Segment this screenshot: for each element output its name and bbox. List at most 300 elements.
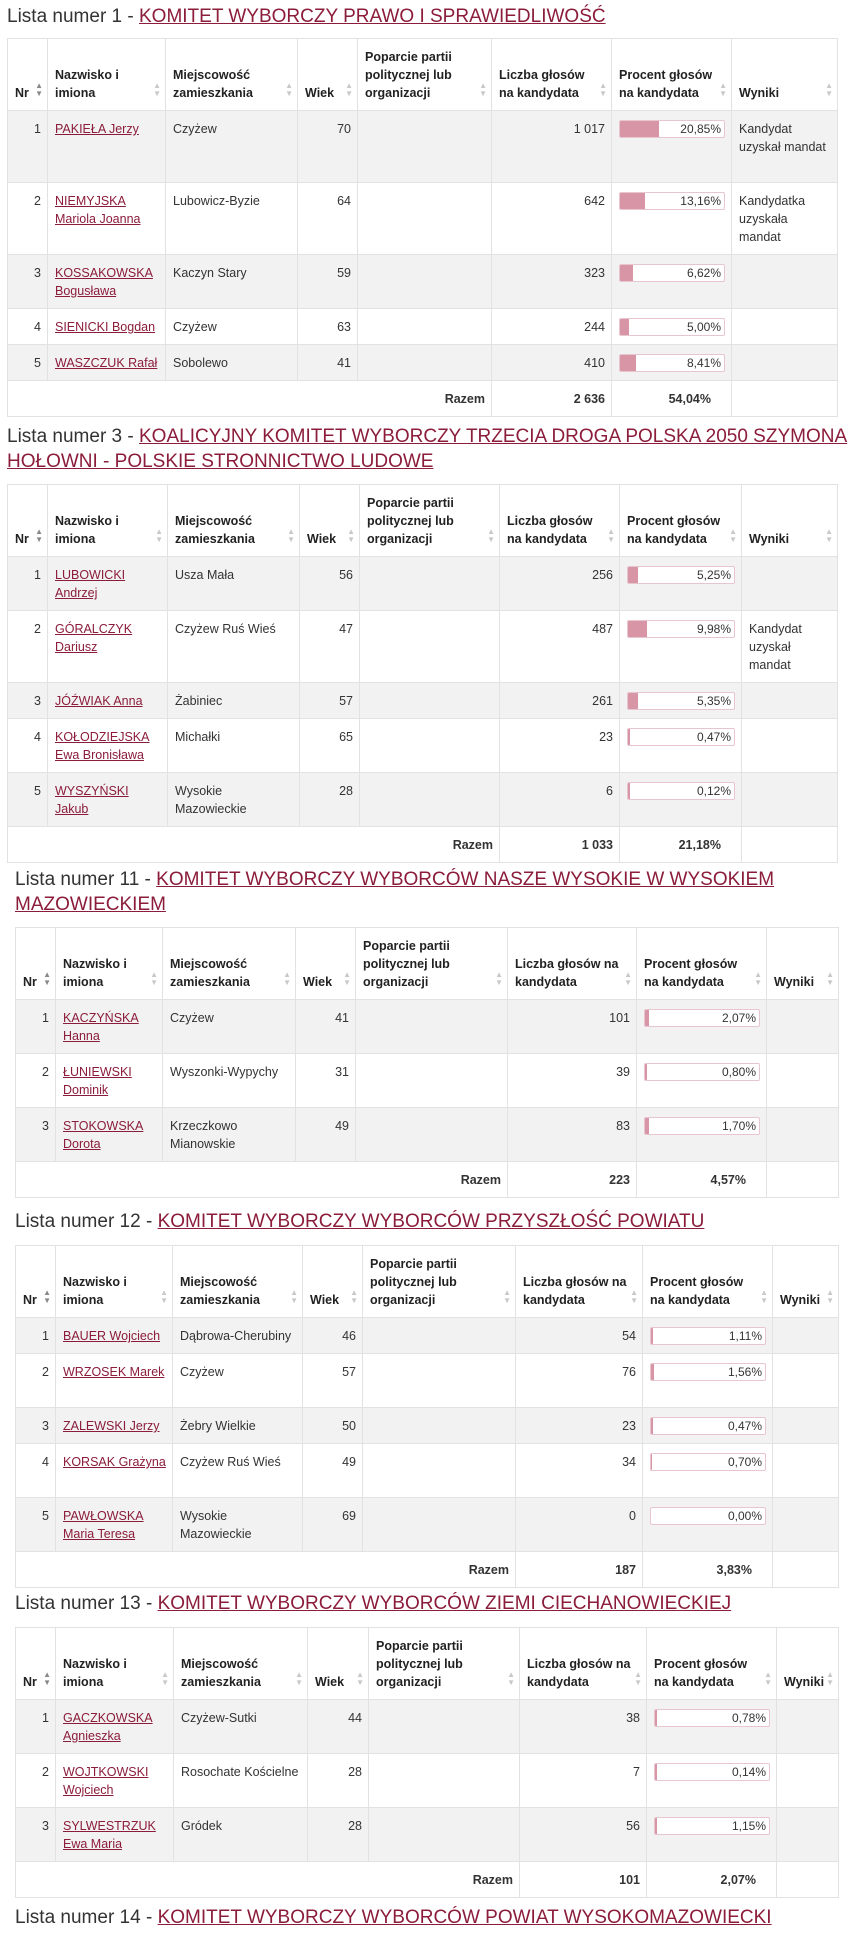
sort-both-icon: ▲ ▼ [295,1670,303,1687]
sort-both-icon: ▲ ▼ [347,527,355,544]
candidate-percent-cell [643,1408,773,1444]
column-header-percent[interactable] [620,485,742,557]
candidate-percent-cell [612,309,732,345]
percent-value: 1,70% [721,1119,756,1133]
column-header-percent[interactable] [637,928,767,1000]
percent-bar-fill [620,355,636,371]
table-header-row [16,1246,839,1318]
candidate-votes: 6 [500,773,620,827]
total-result-empty [773,1552,839,1588]
sort-both-icon: ▲ ▼ [760,1288,768,1305]
candidate-votes: 83 [508,1108,637,1162]
column-header-name[interactable] [56,1628,174,1700]
candidate-votes: 23 [516,1408,643,1444]
column-header-label: Nr [23,1293,37,1307]
sort-both-icon: ▲ ▼ [607,527,615,544]
column-header-town[interactable] [173,1246,303,1318]
column-header-label: Nr [23,1675,37,1689]
candidate-result [777,1754,839,1808]
sort-both-icon: ▲ ▼ [343,970,351,987]
candidate-name-link[interactable]: ZALEWSKI Jerzy [63,1419,160,1433]
candidate-nr: 3 [8,683,48,719]
percent-value: 9,98% [696,622,731,636]
percent-bar [650,1327,766,1345]
percent-bar-fill [628,567,638,583]
committee-link[interactable]: KOMITET WYBORCZY WYBORCÓW PRZYSZŁOŚĆ POWIATU [157,1211,705,1232]
table-row [8,111,838,183]
candidate-percent-cell [612,255,732,309]
total-row [16,1862,839,1898]
candidate-nr: 5 [16,1498,56,1552]
percent-bar-fill [655,1764,657,1780]
sort-both-icon: ▲ ▼ [826,1288,834,1305]
column-header-support[interactable] [360,485,500,557]
candidate-age: 65 [300,719,360,773]
sort-both-icon: ▲ ▼ [825,81,833,98]
percent-value: 6,62% [686,266,721,280]
percent-bar-fill [645,1064,647,1080]
column-header-town[interactable] [163,928,296,1000]
percent-bar-fill [628,729,630,745]
candidate-nr: 3 [16,1408,56,1444]
column-header-result[interactable] [777,1628,839,1700]
column-header-label: Miejscowość zamieszkania [173,68,253,100]
column-header-votes[interactable] [516,1246,643,1318]
percent-value: 1,15% [731,1819,766,1833]
sort-both-icon: ▲ ▼ [150,970,158,987]
candidate-support [356,1000,508,1054]
percent-value: 0,70% [727,1455,762,1469]
column-header-age[interactable] [298,39,358,111]
column-header-label: Miejscowość zamieszkania [175,514,255,546]
column-header-percent[interactable] [647,1628,777,1700]
sort-asc-icon: ▲ ▼ [43,1288,51,1305]
total-result-empty [732,381,838,417]
total-row [8,381,838,417]
table-row [8,309,838,345]
candidate-name-cell [56,1318,173,1354]
column-header-name[interactable] [48,485,168,557]
candidate-votes: 54 [516,1318,643,1354]
candidate-support [363,1498,516,1552]
candidate-name-link[interactable]: JÓŹWIAK Anna [55,694,143,708]
percent-bar [644,1063,760,1081]
column-header-town[interactable] [166,39,298,111]
column-header-votes[interactable] [500,485,620,557]
candidate-percent-cell [647,1700,777,1754]
candidate-name-link[interactable]: WYSZYŃSKI Jakub [55,784,129,816]
candidate-age: 41 [296,1000,356,1054]
percent-bar-fill [628,783,630,799]
column-header-label: Wyniki [780,1293,821,1307]
column-header-nr[interactable] [16,1246,56,1318]
percent-value: 0,80% [721,1065,756,1079]
table-row [8,183,838,255]
candidate-name-link[interactable]: WASZCZUK Rafał [55,356,158,370]
total-votes: 2 636 [492,381,612,417]
column-header-votes[interactable] [492,39,612,111]
candidate-votes: 256 [500,557,620,611]
list-number-label: Lista numer 11 - [15,869,157,890]
table-row [16,1498,839,1552]
percent-bar-fill [620,121,659,137]
candidate-town: Czyżew Ruś Wieś [168,611,300,683]
candidate-nr: 3 [16,1808,56,1862]
column-header-votes[interactable] [508,928,637,1000]
column-header-label: Poparcie partii politycznej lub organizacji [363,939,450,989]
column-header-nr[interactable] [16,1628,56,1700]
column-header-label: Liczba głosów na kandydata [507,514,593,546]
candidate-support [363,1318,516,1354]
list-heading [7,424,857,474]
sort-both-icon: ▲ ▼ [287,527,295,544]
percent-bar [619,192,725,210]
column-header-label: Wiek [303,975,333,989]
candidate-result [732,345,838,381]
column-header-label: Nr [15,86,29,100]
percent-value: 5,25% [696,568,731,582]
percent-bar-fill [620,193,645,209]
total-row [16,1162,839,1198]
results-table [15,927,839,1198]
candidate-name-link[interactable]: GACZKOWSKA Agnieszka [63,1711,153,1743]
column-header-result[interactable] [767,928,839,1000]
total-percent: 2,07% [647,1862,777,1898]
candidate-name-link[interactable]: PAWŁOWSKA Maria Teresa [63,1509,144,1541]
candidate-percent-cell [620,719,742,773]
total-label: Razem [16,1162,508,1198]
candidate-percent-cell [620,557,742,611]
candidate-percent-cell [647,1754,777,1808]
candidate-votes: 101 [508,1000,637,1054]
percent-bar [627,728,735,746]
candidate-percent-cell [620,611,742,683]
candidate-support [369,1700,520,1754]
table-row [16,1444,839,1498]
column-header-label: Nr [15,532,29,546]
candidate-name-link[interactable]: GÓRALCZYK Dariusz [55,622,133,654]
candidate-name-link[interactable]: KORSAK Grażyna [63,1455,166,1469]
candidate-percent-cell [620,683,742,719]
column-header-age[interactable] [303,1246,363,1318]
column-header-label: Liczba głosów na kandydata [527,1657,631,1689]
column-header-age[interactable] [308,1628,369,1700]
sort-both-icon: ▲ ▼ [826,970,834,987]
candidate-age: 56 [300,557,360,611]
percent-bar [644,1117,760,1135]
candidate-name-cell [48,255,166,309]
list-heading [15,1591,858,1616]
column-header-support[interactable] [369,1628,520,1700]
candidate-votes: 38 [520,1700,647,1754]
column-header-result[interactable] [732,39,838,111]
percent-bar [619,354,725,372]
column-header-town[interactable] [174,1628,308,1700]
column-header-nr[interactable] [16,928,56,1000]
candidate-age: 41 [298,345,358,381]
candidate-support [369,1808,520,1862]
candidate-town: Czyżew [166,309,298,345]
column-header-label: Poparcie partii politycznej lub organizacji [367,496,454,546]
total-votes: 223 [508,1162,637,1198]
candidate-result: Kandydat uzyskał mandat [742,611,838,683]
total-percent: 54,04% [612,381,732,417]
candidate-nr: 2 [8,183,48,255]
sort-both-icon: ▲ ▼ [495,970,503,987]
candidate-percent-cell [643,1444,773,1498]
column-header-support[interactable] [363,1246,516,1318]
percent-bar [627,782,735,800]
percent-value: 0,47% [696,730,731,744]
candidate-percent-cell [643,1354,773,1408]
candidate-town: Sobolewo [166,345,298,381]
percent-bar [654,1709,770,1727]
candidate-name-cell [56,1700,174,1754]
candidate-town: Wysokie Mazowieckie [168,773,300,827]
candidate-age: 49 [296,1108,356,1162]
percent-bar-fill [651,1454,652,1470]
column-header-votes[interactable] [520,1628,647,1700]
candidate-town: Krzeczkowo Mianowskie [163,1108,296,1162]
column-header-label: Wiek [307,532,337,546]
sort-both-icon: ▲ ▼ [634,1670,642,1687]
total-result-empty [742,827,838,863]
sort-both-icon: ▲ ▼ [153,81,161,98]
sort-both-icon: ▲ ▼ [503,1288,511,1305]
sort-both-icon: ▲ ▼ [479,81,487,98]
list-number-label: Lista numer 12 - [15,1211,158,1232]
candidate-age: 46 [303,1318,363,1354]
column-header-support[interactable] [358,39,492,111]
candidate-nr: 3 [8,255,48,309]
percent-bar-fill [620,265,633,281]
candidate-town: Czyżew [173,1354,303,1408]
candidate-name-cell [56,1754,174,1808]
percent-bar [627,620,735,638]
candidate-support [363,1408,516,1444]
table-row [8,773,838,827]
candidate-result [767,1108,839,1162]
candidate-percent-cell [637,1000,767,1054]
total-votes: 101 [520,1862,647,1898]
results-table [7,38,838,417]
candidate-result [773,1444,839,1498]
candidate-list-section [7,4,857,406]
candidate-votes: 323 [492,255,612,309]
candidate-name-link[interactable]: SIENICKI Bogdan [55,320,156,334]
candidate-name-link[interactable]: KOSSAKOWSKA Bogusława [55,266,153,298]
list-number-label: Lista numer 13 - [15,1593,158,1614]
column-header-label: Procent głosów na kandydata [627,514,721,546]
candidate-nr: 3 [16,1108,56,1162]
percent-value: 0,14% [731,1765,766,1779]
candidate-age: 69 [303,1498,363,1552]
sort-both-icon: ▲ ▼ [754,970,762,987]
candidate-name-cell [48,111,166,183]
column-header-name[interactable] [56,928,163,1000]
candidate-support [358,255,492,309]
candidate-percent-cell [637,1054,767,1108]
sort-both-icon: ▲ ▼ [345,81,353,98]
percent-bar-fill [655,1710,657,1726]
column-header-label: Nazwisko i imiona [55,68,119,100]
candidate-support [356,1054,508,1108]
percent-value: 5,35% [696,694,731,708]
sort-both-icon: ▲ ▼ [290,1288,298,1305]
candidate-town: Michałki [168,719,300,773]
column-header-nr[interactable] [8,39,48,111]
results-table [7,484,838,863]
candidate-name-link[interactable]: WRZOSEK Marek [63,1365,165,1379]
candidate-votes: 56 [520,1808,647,1862]
candidate-age: 57 [303,1354,363,1408]
column-header-age[interactable] [296,928,356,1000]
percent-bar-fill [651,1418,653,1434]
sort-both-icon: ▲ ▼ [155,527,163,544]
candidate-name-link[interactable]: SYLWESTRZUK Ewa Maria [63,1819,156,1851]
list-heading [15,1905,858,1930]
candidate-result [732,255,838,309]
percent-bar-fill [645,1118,649,1134]
total-row [8,827,838,863]
percent-bar [650,1507,766,1525]
candidate-nr: 4 [8,309,48,345]
sort-asc-icon: ▲ ▼ [35,81,43,98]
percent-value: 0,78% [731,1711,766,1725]
column-header-label: Poparcie partii politycznej lub organizacji [365,50,452,100]
sort-both-icon: ▲ ▼ [599,81,607,98]
sort-both-icon: ▲ ▼ [350,1288,358,1305]
total-percent: 4,57% [637,1162,767,1198]
committee-link[interactable]: KOMITET WYBORCZY WYBORCÓW POWIAT WYSOKOMAZOWIECKI [157,1907,772,1928]
table-row [16,1700,839,1754]
column-header-label: Miejscowość zamieszkania [180,1275,260,1307]
candidate-name-cell [56,1498,173,1552]
candidate-name-link[interactable]: STOKOWSKA Dorota [63,1119,144,1151]
candidate-result [767,1054,839,1108]
candidate-name-link[interactable]: BAUER Wojciech [63,1329,161,1343]
table-row [16,1108,839,1162]
column-header-result[interactable] [773,1246,839,1318]
candidate-name-cell [48,719,168,773]
candidate-name-link[interactable]: LUBOWICKI Andrzej [55,568,126,600]
committee-link[interactable]: KOMITET WYBORCZY WYBORCÓW ZIEMI CIECHANOWIECKIEJ [157,1593,732,1614]
sort-both-icon: ▲ ▼ [356,1670,364,1687]
committee-link[interactable]: KOALICYJNY KOMITET WYBORCZY TRZECIA DROGA POLSKA 2050 SZYMONA HOŁOWNI - POLSKIE STRONNICTWO LUDOWE [7,426,848,472]
candidate-list-section [15,1905,858,1930]
candidate-name-cell [48,309,166,345]
candidate-nr: 4 [8,719,48,773]
candidate-percent-cell [643,1318,773,1354]
candidate-name-cell [48,611,168,683]
candidate-support [360,773,500,827]
candidate-support [369,1754,520,1808]
table-row [16,1354,839,1408]
candidate-age: 44 [308,1700,369,1754]
column-header-result[interactable] [742,485,838,557]
candidate-name-link[interactable]: KACZYŃSKA Hanna [63,1011,139,1043]
percent-bar-fill [651,1328,653,1344]
column-header-label: Liczba głosów na kandydata [523,1275,627,1307]
column-header-percent[interactable] [643,1246,773,1318]
candidate-name-link[interactable]: KOŁODZIEJSKA Ewa Bronisława [55,730,150,762]
candidate-name-link[interactable]: ŁUNIEWSKI Dominik [63,1065,132,1097]
column-header-label: Nr [23,975,37,989]
candidate-votes: 34 [516,1444,643,1498]
column-header-label: Liczba głosów na kandydata [499,68,585,100]
column-header-name[interactable] [56,1246,173,1318]
column-header-percent[interactable] [612,39,732,111]
sort-both-icon: ▲ ▼ [826,1670,834,1687]
candidate-result [742,719,838,773]
list-heading [15,867,858,917]
column-header-label: Wyniki [784,1675,825,1689]
candidate-support [358,111,492,183]
percent-value: 20,85% [680,122,721,136]
candidate-town: Czyżew [166,111,298,183]
percent-value: 13,16% [680,194,721,208]
sort-asc-icon: ▲ ▼ [43,970,51,987]
percent-bar-fill [620,319,629,335]
committee-link[interactable]: KOMITET WYBORCZY WYBORCÓW NASZE WYSOKIE W WYSOKIEM MAZOWIECKIEM [15,869,775,915]
percent-value: 1,56% [727,1365,762,1379]
column-header-name[interactable] [48,39,166,111]
candidate-list-section [15,1209,858,1577]
column-header-support[interactable] [356,928,508,1000]
total-label: Razem [8,381,492,417]
candidate-name-link[interactable]: WOJTKOWSKI Wojciech [63,1765,149,1797]
candidate-name-cell [48,345,166,381]
column-header-nr[interactable] [8,485,48,557]
table-header-row [8,39,838,111]
candidate-town: Dąbrowa-Cherubiny [173,1318,303,1354]
candidate-name-link[interactable]: NIEMYJSKA Mariola Joanna [55,194,141,226]
committee-link[interactable]: KOMITET WYBORCZY PRAWO I SPRAWIEDLIWOŚĆ [139,6,606,27]
table-row [16,1754,839,1808]
percent-value: 0,47% [727,1419,762,1433]
candidate-result [742,683,838,719]
candidate-name-link[interactable]: PAKIEŁA Jerzy [55,122,139,136]
candidate-support [360,719,500,773]
percent-bar-fill [651,1364,654,1380]
column-header-label: Nazwisko i imiona [63,1275,127,1307]
column-header-label: Wiek [305,86,335,100]
percent-bar [654,1763,770,1781]
candidate-result [767,1000,839,1054]
candidate-age: 47 [300,611,360,683]
total-percent: 21,18% [620,827,742,863]
column-header-town[interactable] [168,485,300,557]
candidate-name-cell [56,1354,173,1408]
column-header-label: Procent głosów na kandydata [654,1657,748,1689]
candidate-town: Kaczyn Stary [166,255,298,309]
table-row [8,683,838,719]
candidate-name-cell [48,183,166,255]
sort-both-icon: ▲ ▼ [825,527,833,544]
sort-both-icon: ▲ ▼ [283,970,291,987]
candidate-town: Żebry Wielkie [173,1408,303,1444]
total-result-empty [767,1162,839,1198]
column-header-age[interactable] [300,485,360,557]
table-row [8,557,838,611]
column-header-label: Poparcie partii politycznej lub organizacji [376,1639,463,1689]
candidate-town: Lubowicz-Byzie [166,183,298,255]
column-header-label: Miejscowość zamieszkania [181,1657,261,1689]
percent-bar-fill [628,621,647,637]
percent-bar [627,566,735,584]
candidate-support [360,683,500,719]
candidate-votes: 7 [520,1754,647,1808]
